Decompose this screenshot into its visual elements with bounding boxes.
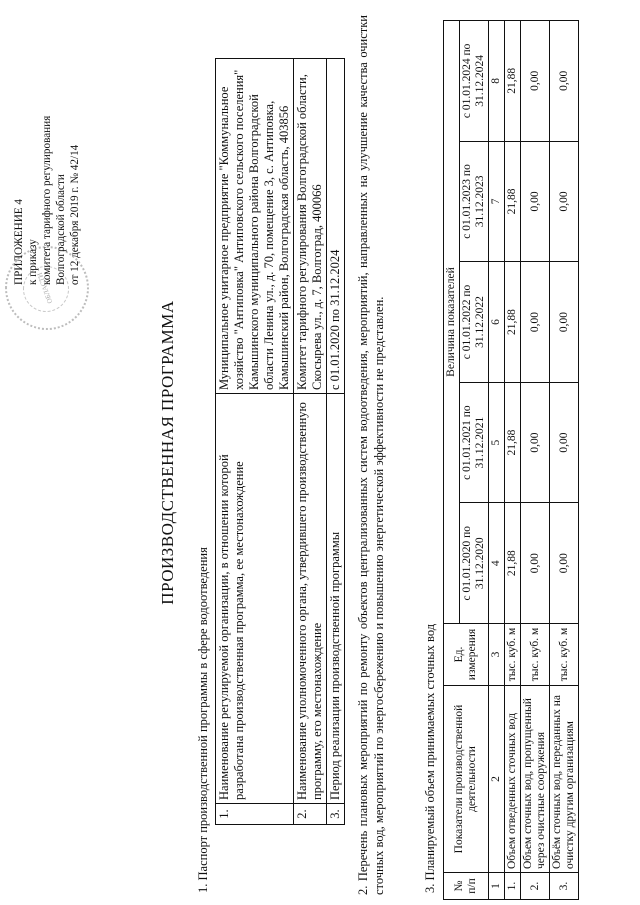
row-label: Наименование уполномоченного органа, утвердившего производственную программу, его местонахождение xyxy=(294,394,327,804)
annex-line: к приказу xyxy=(27,239,39,285)
col-header-group: Величина показателей xyxy=(444,21,460,624)
row-number: 1. xyxy=(216,804,294,825)
col-header-period: с 01.01.2022 по 31.12.2022 xyxy=(460,262,489,383)
col-header-num: № п/п xyxy=(444,873,489,900)
table-row xyxy=(505,21,521,900)
annex-line: Волгоградской области xyxy=(55,174,67,285)
col-number: 3 xyxy=(489,624,505,686)
row-value: Муниципальное унитарное предприятие "Коммунальное хозяйство "Антиповка" Антиповского сельского поселения" Камышинского муниципального района Волгоградской области Ленина ул., д. 70, помещение 3, с. Антиповка, Камышинский район, Волгоградская область, 403856 xyxy=(216,59,294,394)
row-value: 0,00 xyxy=(521,141,550,262)
table-row xyxy=(327,59,345,825)
col-number: 2 xyxy=(489,686,505,873)
annex-title: ПРИЛОЖЕНИЕ 4 xyxy=(13,198,25,285)
col-header-period: с 01.01.2024 по 31.12.2024 xyxy=(460,21,489,142)
row-value: 21,88 xyxy=(505,382,521,503)
col-number: 5 xyxy=(489,382,505,503)
passport-table xyxy=(215,58,345,825)
header-row xyxy=(444,21,460,900)
row-value: 21,88 xyxy=(505,503,521,624)
section1-heading: 1. Паспорт производственной программы в сфере водоотведения xyxy=(196,547,210,893)
row-value: 21,88 xyxy=(505,262,521,383)
col-number: 8 xyxy=(489,21,505,142)
row-value: 0,00 xyxy=(550,141,579,262)
row-number: 3. xyxy=(327,804,345,825)
col-number: 7 xyxy=(489,141,505,262)
volume-table xyxy=(443,20,579,900)
col-header-unit: Ед. измерения xyxy=(444,624,489,686)
col-number: 1 xyxy=(489,873,505,900)
row-indicator: Объём сточных вод, переданных на очистку другим организациям xyxy=(550,686,579,873)
col-number: 4 xyxy=(489,503,505,624)
col-header-period: с 01.01.2021 по 31.12.2021 xyxy=(460,382,489,503)
row-label: Период реализации производственной программы xyxy=(327,394,345,804)
row-value: Комитет тарифного регулирования Волгоградской области, Скосырева ул., д. 7, Волгоград, 400066 xyxy=(294,59,327,394)
row-value: 0,00 xyxy=(521,21,550,142)
table-row xyxy=(216,59,294,825)
annex-date: от 12 декабря 2019 г. № 42/14 xyxy=(69,144,81,285)
row-value: 0,00 xyxy=(521,262,550,383)
row-number: 2. xyxy=(294,804,327,825)
table-row xyxy=(550,21,579,900)
annex-block xyxy=(12,15,82,285)
row-label: Наименование регулируемой организации, в отношении которой разработана производственная программа, ее местонахождение xyxy=(216,394,294,804)
annex-line: комитета тарифного регулирования xyxy=(41,115,53,285)
row-value: 21,88 xyxy=(505,141,521,262)
row-unit: тыс. куб. м xyxy=(521,624,550,686)
col-header-period: с 01.01.2023 по 31.12.2023 xyxy=(460,141,489,262)
row-value: 0,00 xyxy=(521,503,550,624)
row-value: 21,88 xyxy=(505,21,521,142)
row-number: 1. xyxy=(505,873,521,900)
row-value: 0,00 xyxy=(550,21,579,142)
col-number: 6 xyxy=(489,262,505,383)
row-unit: тыс. куб. м xyxy=(505,624,521,686)
page-title: ПРОИЗВОДСТВЕННАЯ ПРОГРАММА xyxy=(158,300,177,605)
row-value: 0,00 xyxy=(550,503,579,624)
table-row xyxy=(521,21,550,900)
row-indicator: Объем отведенных сточных вод xyxy=(505,686,521,873)
col-header-period: с 01.01.2020 по 31.12.2020 xyxy=(460,503,489,624)
row-number: 3. xyxy=(550,873,579,900)
column-number-row xyxy=(489,21,505,900)
col-header-indicator: Показатели производственной деятельности xyxy=(444,686,489,873)
row-value: с 01.01.2020 по 31.12.2024 xyxy=(327,59,345,394)
row-unit: тыс. куб. м xyxy=(550,624,579,686)
row-number: 2. xyxy=(521,873,550,900)
row-value: 0,00 xyxy=(550,262,579,383)
row-value: 0,00 xyxy=(550,382,579,503)
stamp-text: ОБЛАСТИ xyxy=(35,271,55,305)
row-indicator: Объем сточных вод, пропущенный через очистные сооружения xyxy=(521,686,550,873)
section2-text: 2. Перечень плановых мероприятий по ремонту объектов централизованных систем водоотведения, мероприятий, направленных на улучшение качества очистки сточных вод, мероприятий по энергосбережению и повышению энергетической эффективности не представлен. xyxy=(356,15,386,895)
row-value: 0,00 xyxy=(521,382,550,503)
section3-heading: 3. Планируемый объем принимаемых сточных вод xyxy=(423,623,437,893)
table-row xyxy=(294,59,327,825)
